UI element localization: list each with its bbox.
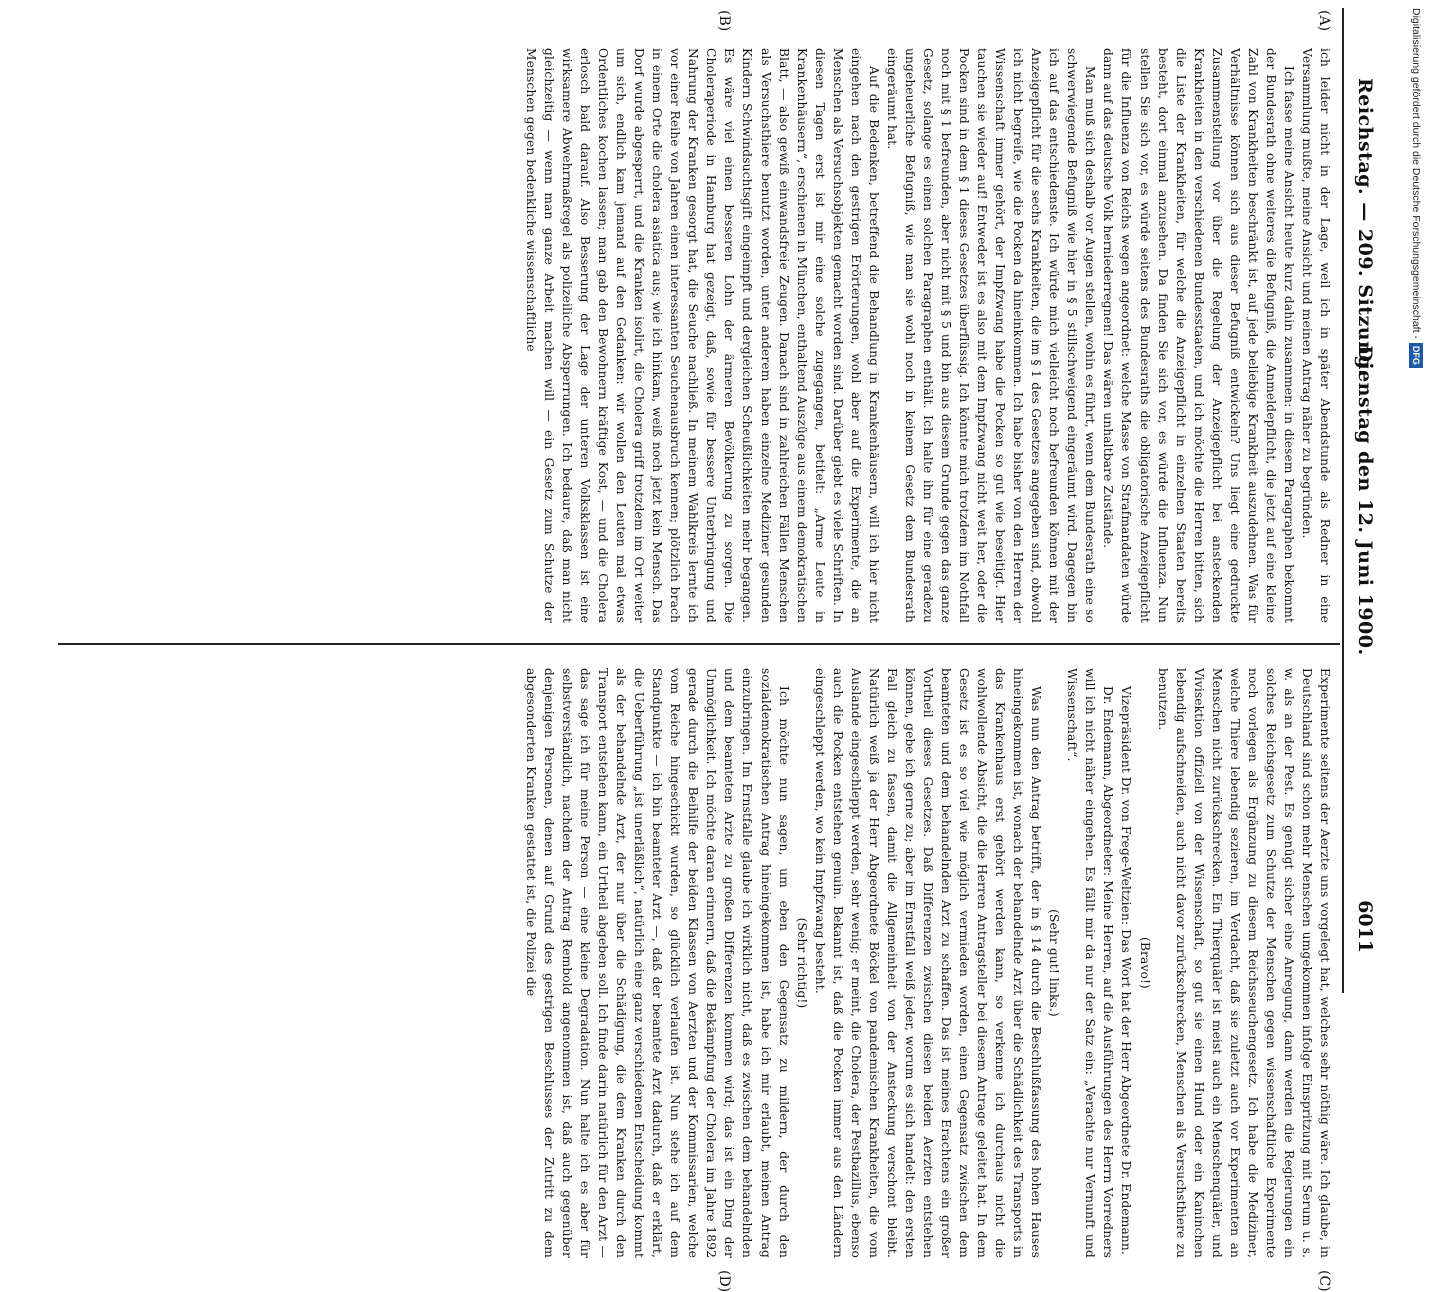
margin-letter-b: (B)	[716, 10, 732, 32]
left-column	[60, 48, 1334, 623]
paragraph: Was nun den Antrag betrifft, der in § 14 durch die Beschlußfassung des hohen Hauses hineingekommen ist, wonach der behandelnde Arzt über die Schädlichkeit des Transports in das Krankenhaus erst gehört werden kann, so verkenne ich durchaus nicht die wohlwollende Absicht, die die Herren Antragsteller bei diesem Antrage geleitet hat. In dem Gesetz ist es so viel wie möglich vermieden worden, einen Gegensatz zwischen dem beamteten und dem behandelnden Arzt zu schaffen. Das ist meines Erachtens ein großer Vortheil dieses Gesetzes. Daß Differenzen zwischen diesen beiden Aerzten entstehen können, gebe ich gerne zu; aber im Ernstfall weiß jeder, worum es sich handelt: den ersten Fall gleich zu fassen, damit die Allgemeinheit von der Ansteckung verschont bleibt. Natürlich weiß ja der Herr Abgeordnete Böckel von pandemischen Krankheiten, die vom Auslande eingeschleppt werden, sehr wenig; er meint, die Cholera, der Pestbazillus, ebenso auch die Pocken entstehen genuin. Bekannt ist, daß die Pocken immer aus den Ländern eingeschleppt werden, wo kein Impfzwang besteht.	[812, 668, 1044, 1258]
paragraph: Man muß sich deshalb vor Augen stellen, wohin es führt, wenn dem Bundesrath eine so schwerwiegende Befugniß wie hier in § 5 stillschweigend eingeräumt wird. Dagegen bin ich auf das entschiedenste. Ich würde mich vielleicht noch befreunden können mit der Anzeigepflicht für die sechs Krankheiten, die im § 1 des Gesetzes angegeben sind, obwohl ich nicht begreife, wie die Pocken da hineinkommen. Ich habe bisher von den Herren der Wissenschaft immer gehört, der Impfzwang habe die Pocken so gut wie beseitigt. Hier tauchen sie wieder auf! Entweder ist es also mit dem Impfzwang nicht weit her, oder die Pocken sind in dem § 1 dieses Gesetzes überflüssig. Ich könnte mich trotzdem im Nothfall noch mit § 1 befreunden, aber nicht mit § 5 und bin aus diesem Grunde gegen das ganze Gesetz, solange es einen solchen Paragraphen enthält. Ich halte ihn für eine geradezu ungeheuerliche Befugniß, wie man sie wohl noch in keinem Gesetz dem Bundesrath eingeräumt hat.	[884, 48, 1098, 623]
digitization-credit	[1404, 8, 1428, 998]
interjection: (Bravo!)	[1137, 937, 1152, 989]
header-session: Reichstag. — 209. Sitzung.	[1354, 78, 1376, 377]
dfg-logo: DFG	[1409, 343, 1423, 368]
header-date: Dienstag den 12. Juni 1900.	[1354, 345, 1376, 656]
page-header	[1342, 8, 1382, 993]
margin-letter-d: (D)	[716, 1270, 732, 1292]
paragraph: Ich fasse meine Ansicht heute kurz dahin zusammen: in diesem Paragraphen bekommt der Bundesrath ohne weiteres die Befugniß, die Anmeldepflicht, die jetzt auf eine kleine Zahl von Krankheiten beschränkt ist, auf jede beliebige Krankheit auszudehnen. Was für Verhältnisse können sich aus dieser Befugniß entwickeln? Uns liegt eine gedruckte Zusammenstellung vor über die Regelung der Anzeigepflicht bei ansteckenden Krankheiten in den verschiedenen Bundesstaaten, und ich möchte die Herren bitten, sich die Liste der Krankheiten, für welche die Anzeigepflicht in einzelnen Staaten bereits besteht, dort einmal anzusehen. Da finden Sie sich vor, es würde die Influenza. Nun stellen Sie sich vor, es würde seitens des Bundesraths die obligatorische Anzeigepflicht für die Influenza von Reichs wegen angeordnet: welche Masse von Strafmandaten würde dann auf das deutsche Volk herniederregnen! Das wären unhaltbare Zustände.	[1101, 48, 1296, 623]
interjection: (Sehr gut! links.)	[1047, 909, 1062, 1017]
rotated-page-content	[52, 8, 1382, 1292]
page-number: 6011	[1354, 900, 1376, 953]
paragraph: Dr. Endemann, Abgeordneter: Meine Herren, auf die Ausführungen des Herrn Vorredners will ich nicht näher eingehen. Es fällt mir da nur der Satz ein: „Verachte nur Vernunft und Wissenschaft“.	[1065, 668, 1116, 1258]
right-column	[60, 668, 1334, 1258]
paragraph: Ich möchte nun sagen, um eben den Gegensatz zu mildern, der durch den sozialdemokratischen Antrag hineingekommen ist, habe ich mir erlaubt, meinen Antrag einzubringen. Im Ernstfalle glaube ich wirklich nicht, daß es zwischen dem behandelnden und dem beamteten Arzte zu großen Differenzen kommen wird; das ist ein Ding der Unmöglichkeit. Ich möchte daran erinnern, daß die Bekämpfung der Cholera im Jahre 1892 gerade durch die Beihilfe der beiden Klassen von Aerzten und der Kommissarien, welche vom Reiche hingeschickt wurden, so glücklich verlaufen ist. Nun stehe ich auf dem Standpunkte — ich bin beamteter Arzt —, daß der beamtete Arzt dadurch, daß er erklärt, die Ueberführung „ist unerläßlich“, natürlich eine ganz verschiedenen Entscheidung kommt als der behandelnde Arzt, der nur über die Schädigung, die dem Kranken durch den Transport entstehen kann, ein Urtheil abgeben soll. Ich finde darin natürlich für den Arzt — das sage ich für meine Person — eine kleine Degradation. Nun halte ich es aber für selbstverständlich, nachdem der Antrag Rembold angenommen ist, daß auch gegenüber denjenigen Personen, denen auf Grund des gestrigen Beschlusses der Zutritt zu dem abgesonderten Kranken gestattet ist, die Polizei die	[523, 668, 791, 1258]
paragraph: Experimente seitens der Aerzte uns vorgelegt hat, welches sehr nöthig wäre. Ich glaube, in Deutschland sind schon mehr Menschen umgekommen infolge Einspritzung mit Serum u. s. w. als an der Pest. Es genügt sicher eine Anregung, dann werden die Regierungen ein solches Reichsgesetz zum Schutze der Menschen gegen wissenschaftliche Experimente noch vorlegen als Ergänzung zu diesem Reichsseuchengesetz. Ich habe die Mediziner, welche Thiere lebendig sezieren, im Verdacht, daß sie zuletzt auch vor Experimenten an Menschen nicht zurückschrecken. Ein Thierquäler ist meist auch ein Menschenquäler, und Vivisektion offiziell von der Wissenschaft, so gut sie einen Hund oder ein Kaninchen lebendig aufschneiden, auch nicht davor zurückschrecken, Menschen als Versuchsthiere zu benutzen.	[1155, 668, 1332, 1258]
margin-letter-c: (C)	[1316, 1270, 1332, 1292]
paragraph: ich leider nicht in der Lage, weil ich in später Abendstunde als Redner in eine Versammlung mußte, meine Ansicht und meinen Antrag näher zu begründen.	[1299, 48, 1332, 623]
margin-letter-a: (A)	[1316, 10, 1332, 32]
paragraph: Auf die Bedenken, betreffend die Behandlung in Krankenhäusern, will ich hier nicht eingehen nach den gestrigen Erörterungen, wohl aber auf die Experimente, die an Menschen als Versuchsobjekten gemacht worden sind. Darüber giebt es viele Schriften. In diesen Tagen erst ist mir eine solche zugegangen, betitelt: „Arme Leute in Krankenhäusern“, erschienen in München, enthaltend Auszüge aus einem demokratischen Blatt, — also gewiß einwandsfreie Zeugen. Danach sind in zahlreichen Fällen Menschen als Versuchsthiere benutzt worden, unter anderem haben einzelne Mediziner gesunden Kindern Schwindsuchtsgift eingeimpft und dergleichen Scheußlichkeiten mehr begangen. Es wäre viel einen besseren Lohn der ärmeren Bevölkerung zu sorgen. Die Choleraperiode in Hamburg hat gezeigt, daß, sowie für bessere Unterbringung und Nahrung der Kranken gesorgt hat, die Seuche nachließ. In meinem Wahlkreis lernte ich vor einer Reihe von Jahren einen interessanten Seuchenausbruch kennen; plötzlich brach in einem Orte die cholera asiatica aus; wie ich hinkam, weiß noch jetzt kein Mensch. Das Dorf wurde abgesperrt, und die Kranken isolirt, die Cholera griff trotzdem im Ort weiter um sich, endlich kam jemand auf den Gedanken: wir wollen den Leuten mal etwas Ordentliches kochen lassen; man gab den Bewohnern kräftige Kost, — und die Cholera erlosch bald darauf. Also Besserung der Lage der unteren Volksklassen ist eine wirksamere Abwehrmaßregel als polizeiliche Absperrungen. Ich bedaure, daß man nicht gleichzeitig — wenn man ganze Arbeit machen will — ein Gesetz zum Schutze der Menschen gegen bedenkliche wissenschaftliche	[523, 48, 881, 623]
paragraph: Vizepräsident Dr. von Frege-Weltzien: Das Wort hat der Herr Abgeordnete Dr. Endemann.	[1119, 686, 1134, 1255]
digitization-note: Digitalisierung gefördert durch die Deutsche Forschungsgemeinschaft -	[1410, 8, 1422, 339]
column-divider	[58, 643, 1340, 645]
interjection: (Sehr richtig!)	[794, 917, 809, 1009]
